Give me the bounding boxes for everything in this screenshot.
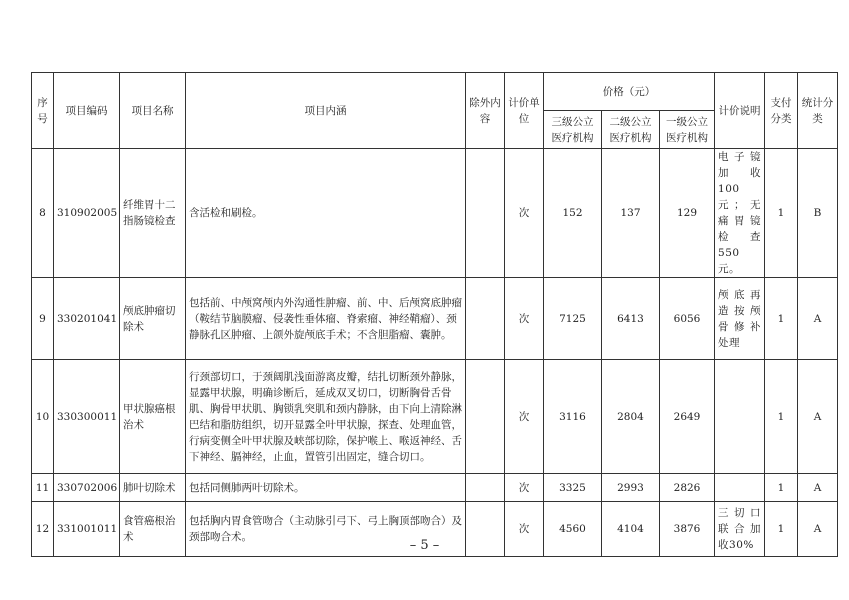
table-row: [32, 278, 838, 360]
table-row: [32, 360, 838, 474]
cell-stats: A: [798, 278, 838, 360]
header-seq: 序号: [32, 73, 54, 149]
cell-code: 310902005: [54, 149, 120, 278]
cell-stats: A: [798, 502, 838, 557]
cell-name: 纤维胃十二指肠镜检查: [120, 149, 186, 278]
header-exclusion: 除外内容: [466, 73, 505, 149]
cell-unit: 次: [505, 474, 544, 502]
cell-price-level3: 7125: [544, 278, 602, 360]
cell-exclusion: [466, 278, 505, 360]
cell-code: 330300011: [54, 360, 120, 474]
header-unit: 计价单位: [505, 73, 544, 149]
cell-code: 330201041: [54, 278, 120, 360]
cell-note: [715, 360, 765, 474]
cell-content: 含活检和刷检。: [186, 149, 466, 278]
cell-note: 电子镜加收100元；无痛胃镜检查 550元。: [715, 149, 765, 278]
cell-payment: 1: [765, 360, 798, 474]
cell-seq: 9: [32, 278, 54, 360]
header-payment: 支付分类: [765, 73, 798, 149]
header-row: [32, 73, 838, 111]
cell-price-level1: 3876: [660, 502, 715, 557]
cell-price-level2: 137: [602, 149, 660, 278]
cell-note: 三切口联合加收30%: [715, 502, 765, 557]
cell-code: 331001011: [54, 502, 120, 557]
cell-price-level2: 4104: [602, 502, 660, 557]
cell-name: 食管癌根治术: [120, 502, 186, 557]
cell-name: 颅底肿瘤切除术: [120, 278, 186, 360]
header-content: 项目内涵: [186, 73, 466, 149]
cell-unit: 次: [505, 278, 544, 360]
cell-unit: 次: [505, 149, 544, 278]
cell-code: 330702006: [54, 474, 120, 502]
page-number: – 5 –: [409, 538, 440, 553]
cell-content: 包括前、中颅窝颅内外沟通性肿瘤、前、中、后颅窝底肿瘤（鞍结节脑膜瘤、侵袭性垂体瘤、脊索瘤、神经鞘瘤）、颈静脉孔区肿瘤、上颌外旋颅底手术；不含胆脂瘤、囊肿。: [186, 278, 466, 360]
cell-note: 颅底再造按颅骨修补处理: [715, 278, 765, 360]
cell-price-level1: 6056: [660, 278, 715, 360]
header-price-group: 价格（元）: [544, 73, 715, 111]
cell-exclusion: [466, 149, 505, 278]
cell-price-level1: 129: [660, 149, 715, 278]
cell-price-level1: 2826: [660, 474, 715, 502]
cell-price-level3: 3325: [544, 474, 602, 502]
table-row: [32, 474, 838, 502]
cell-payment: 1: [765, 149, 798, 278]
cell-name: 肺叶切除术: [120, 474, 186, 502]
cell-stats: B: [798, 149, 838, 278]
header-price-level3: 三级公立医疗机构: [544, 111, 602, 149]
table-row: [32, 149, 838, 278]
cell-price-level2: 2993: [602, 474, 660, 502]
cell-content: 包括胸内胃食管吻合（主动脉引弓下、弓上胸顶部吻合）及颈部吻合术。: [186, 502, 466, 557]
cell-price-level3: 3116: [544, 360, 602, 474]
cell-seq: 8: [32, 149, 54, 278]
cell-payment: 1: [765, 502, 798, 557]
cell-unit: 次: [505, 360, 544, 474]
header-note: 计价说明: [715, 73, 765, 149]
cell-exclusion: [466, 474, 505, 502]
pricing-table: [31, 72, 838, 557]
cell-payment: 1: [765, 278, 798, 360]
cell-stats: A: [798, 474, 838, 502]
cell-seq: 11: [32, 474, 54, 502]
cell-price-level2: 6413: [602, 278, 660, 360]
cell-content: 行颈部切口，于颈阔肌浅面游离皮瓣，结扎切断颈外静脉，显露甲状腺，明确诊断后，延成双叉切口，切断胸骨舌骨肌、胸骨甲状肌、胸锁乳突肌和颈内静脉，由下向上清除淋巴结和脂肪组织，切开显露全叶甲状腺，探查、处理血管，行病变侧全叶甲状腺及峡部切除，保护喉上、喉返神经、舌下神经、膈神经，止血，置管引出固定，缝合切口。: [186, 360, 466, 474]
header-name: 项目名称: [120, 73, 186, 149]
header-stats: 统计分类: [798, 73, 838, 149]
header-code: 项目编码: [54, 73, 120, 149]
cell-price-level1: 2649: [660, 360, 715, 474]
cell-note: [715, 474, 765, 502]
cell-price-level3: 4560: [544, 502, 602, 557]
header-price-level2: 二级公立医疗机构: [602, 111, 660, 149]
cell-price-level2: 2804: [602, 360, 660, 474]
cell-unit: 次: [505, 502, 544, 557]
cell-payment: 1: [765, 474, 798, 502]
cell-seq: 10: [32, 360, 54, 474]
cell-content: 包括同侧肺两叶切除术。: [186, 474, 466, 502]
cell-exclusion: [466, 360, 505, 474]
cell-price-level3: 152: [544, 149, 602, 278]
cell-name: 甲状腺癌根治术: [120, 360, 186, 474]
header-price-level1: 一级公立医疗机构: [660, 111, 715, 149]
cell-stats: A: [798, 360, 838, 474]
cell-seq: 12: [32, 502, 54, 557]
